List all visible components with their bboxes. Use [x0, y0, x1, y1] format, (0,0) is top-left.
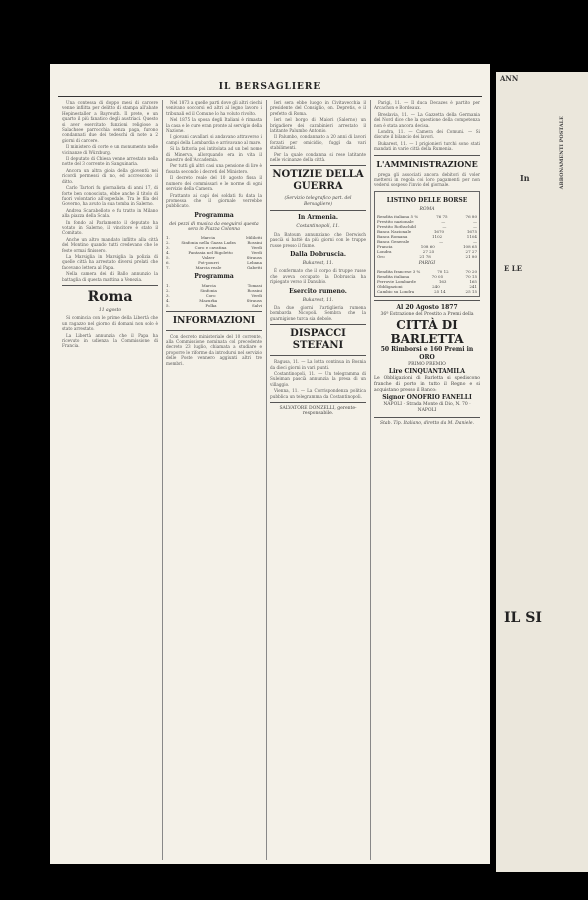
- stock-row-name: Rendita italiana: [377, 273, 410, 279]
- section-rule: [270, 210, 366, 211]
- stock-row-value-1: 240: [432, 283, 440, 289]
- stock-row-value-2: 108 65: [463, 244, 477, 250]
- stock-row-value-1: 70 12: [437, 268, 449, 274]
- section-rule: [166, 311, 262, 312]
- program-row-author: Mililotti: [245, 234, 262, 240]
- article-paragraph: Frattanto ai capi dei soldati fu data la promessa che il giornale verrebbe pubblicato.: [166, 192, 262, 209]
- article-paragraph: Nel 1875 la sposa degli Italiani è rimasta la casa e le cure eran pronte al servigio della Nazione.: [166, 117, 262, 134]
- article-paragraph: Il Palumbo, condannato a 20 anni di lavori forzati per omicidio, fuggì da vari stabilimenti.: [270, 134, 366, 151]
- article-paragraph: Da due giorni l'artiglieria rumena bombarda Nicopoli. Sembra che la guarnigione turca sia debole.: [270, 304, 366, 321]
- article-paragraph: Breslavia, 11. — La Gazzetta della Germania del Nord dice che la questione della competenza non è stata ancora decisa.: [374, 111, 480, 128]
- program-row-author: Gabetti: [246, 264, 262, 270]
- article-paragraph: Si comincia con le prime della Libertà che un ragazzo nel giorno di domani non solo è stato arrestato.: [62, 315, 158, 332]
- program-row-author: Verdi: [251, 244, 262, 250]
- column-rule: [370, 100, 371, 860]
- program-row-piece: Valzer: [201, 254, 215, 260]
- program-row-author: Strauss: [246, 254, 262, 260]
- section-rule: [166, 330, 262, 331]
- adjacent-fragment: IL SI: [504, 610, 542, 626]
- stock-row: [377, 289, 477, 294]
- program-row-piece: Marcia reale: [195, 264, 222, 270]
- stock-row-value-2: 1104: [466, 234, 477, 240]
- stock-row-name: Cambio su Londra: [377, 288, 415, 294]
- article-paragraph: Una contessa di doppo mesi di carcere venne inflitta per delitto di stampa all'abate Hepinestaller a Bayreuth. Il prete, e un quarto il più fanatico degli austriaci. Questo si aver esercitato funzioni religiose a Salachsee parrocchia senza paga, furono condannati due dei tedeschi di note a 2 giorni di carcere.: [62, 100, 158, 143]
- article-paragraph: Nella camera dei di Ballo annunzio la battaglia di questa mattina a Venezia.: [62, 271, 158, 282]
- ad-amount: Lire CINQUANTAMILA: [388, 367, 466, 375]
- section-rule: [270, 324, 366, 325]
- column-1: [62, 100, 158, 860]
- stock-row-name: Ferrovie Lombarde: [377, 278, 416, 284]
- article-paragraph: Ieri nel borgo di Maiori (Salerno) un brigadiere dei carabinieri arrestato il latitante Palumbo Antonio.: [270, 117, 366, 134]
- article-paragraph: È confermato che il corpo di truppe russe che aveva occupato la Dobruscia ha ripiegato verso il Danubio.: [270, 268, 366, 285]
- article-paragraph: Nel 1873 a quelle parti dove gli altri ciechi venivano soccorsi ed altri al legno lavoro i tribunali ed il Comune lo ha voluto rivolto.: [166, 100, 262, 116]
- article-paragraph: Ragusa, 11. — La lotta continua in Bosnia da dieci giorni in vari punti.: [270, 359, 366, 370]
- parigi-subtitle: PARIGI: [418, 261, 436, 267]
- program-row: [166, 303, 262, 308]
- lottery-advertisement: [374, 304, 480, 414]
- section-rule: [374, 417, 480, 418]
- program-row: [166, 265, 262, 270]
- program-row-author: Verdi: [251, 249, 262, 255]
- stock-listing: [374, 191, 480, 297]
- program-row-author: Strauss: [246, 297, 262, 303]
- adjacent-fragment: E LE: [504, 264, 523, 273]
- stock-row-name: Obbligazioni: [377, 283, 403, 289]
- article-paragraph: Vienna, 11. — La Corrispondenza politica pubblica un telegramma da Costantinopoli.: [270, 388, 366, 399]
- section-rule: [374, 300, 480, 301]
- article-paragraph: Ieri sera ebbe luogo in Civitavecchia il presidente del Consiglio, on. Depretis, e il prefetto di Roma.: [270, 100, 366, 116]
- armenia-heading: In Armenia.: [298, 214, 338, 222]
- war-news-heading: NOTIZIE DELLA GUERRA: [272, 169, 364, 193]
- newspaper-page: [50, 64, 490, 864]
- program-heading: Programma: [194, 211, 234, 219]
- program-row-number: 5.: [166, 302, 170, 308]
- section-rule: [270, 165, 366, 166]
- article-paragraph: Si la fattoria poi intitolata ad un bel nome di Minerva, allorquando era in vita il maestro dell'Accademia.: [166, 146, 262, 163]
- dobruscia-heading: Dalla Dobruscia.: [290, 250, 346, 258]
- program-row-author: Lebana: [247, 259, 262, 265]
- article-paragraph: I giovani cavallari si andavano attraverso i campi della Lombardia e arrivavano al mare.: [166, 134, 262, 145]
- stock-row-value-2: —: [473, 239, 477, 245]
- program-row-number: 1.: [166, 282, 170, 288]
- program-row-piece: Sinfonia nella Gazza Ladra: [181, 239, 236, 245]
- article-paragraph: La Libertà annunzia che il Papa ha ricevuto in udienza la Commissione di Francia.: [62, 332, 158, 349]
- program-row-piece: Fantasia nel Rigoletto: [188, 249, 233, 255]
- stock-row-value-2: 27 27: [465, 249, 477, 255]
- stock-row-value-1: 25 14: [434, 288, 446, 294]
- article-paragraph: Il decreto reale del 10 agosto fissa il numero dei commissari e le norme di ogni servizio della Camera.: [166, 175, 262, 192]
- ad-address: NAPOLI · Strada Monte di Dio, N. 70 · NAPOLI: [383, 401, 471, 413]
- ad-body: Le Obbligazioni di Barletta si spediscono franche di porto in tutto il Regno e si acquistano presso il Banco:: [374, 375, 480, 393]
- article-paragraph: La Marsiglia in Marsiglia la polizia di quelle città ha arrestato diversi prelati che facevano lettera al Papa.: [62, 253, 158, 270]
- column-4: [374, 100, 480, 860]
- program-list: [166, 235, 262, 270]
- stock-row-value-1: 70 05: [431, 273, 444, 279]
- masthead-bar: [60, 82, 480, 94]
- article-paragraph: Londra, 11. — Camera dei Comuni. — Si discute il bilancio dei lavori.: [374, 129, 480, 140]
- stock-row-value-2: —: [472, 224, 477, 230]
- program-row-author: Rossini: [247, 239, 262, 245]
- stock-row-value-2: 165: [469, 278, 477, 284]
- program-row-piece: Polka: [205, 302, 217, 308]
- stock-row-name: Rendita italiana 5 %: [377, 214, 419, 220]
- program-row-piece: Marcia: [201, 282, 216, 288]
- dispacci-heading: DISPACCI STEFANI: [290, 328, 346, 352]
- stock-row-name: Prestito Rothschild: [377, 224, 416, 230]
- stock-row-name: Londra: [377, 249, 392, 255]
- article-paragraph: Bukarest, 11. — I prigionieri turchi sono stati mandati in varie città della Rumenia.: [374, 140, 480, 152]
- program-row-piece: Marcia: [200, 234, 215, 240]
- masthead: IL BERSAGLIERE: [218, 82, 322, 92]
- article-paragraph: Per tutti gli altri casi una pensione di lire è fissata secondo i decreti del Ministero.: [166, 163, 262, 174]
- roma-date: 11 agosto: [98, 308, 122, 313]
- stock-row-name: Banca Nazionale: [377, 229, 412, 235]
- stock-row-value-2: 1675: [466, 229, 477, 235]
- stock-row-name: Oro: [377, 254, 385, 260]
- program-row-number: 2.: [166, 239, 170, 245]
- stock-row-value-2: —: [473, 219, 477, 225]
- stock-row-value-1: 27 25: [422, 249, 435, 255]
- stock-row-value-1: —: [439, 239, 444, 245]
- article-paragraph: Da Batoum annunziano che Derwisch pascià si battè da più giorni con le truppe russe presso il fiume.: [270, 231, 366, 248]
- masthead-rule: [58, 96, 482, 97]
- program-heading: Programma: [194, 272, 234, 280]
- article-paragraph: Parigi, 11. — Il duca Decazes è partito per Arcachon e Bordeaux.: [374, 100, 480, 111]
- esercito-heading: Esercito rumeno.: [289, 287, 347, 295]
- stock-row: [377, 254, 477, 259]
- program-row-number: 6.: [166, 259, 170, 265]
- program-row-author: Rossini: [247, 287, 262, 293]
- dateline: Bukarest, 11.: [302, 260, 334, 266]
- article-paragraph: Costantinopoli, 11. — Un telegramma di Suleiman pascià annunzia la presa di un villaggio.: [270, 370, 366, 387]
- program-row-author: Salvi: [252, 302, 262, 308]
- stock-rows: [377, 269, 477, 294]
- section-rule: [270, 402, 366, 403]
- stock-row-value-2: 25 15: [465, 288, 477, 294]
- column-2: [166, 100, 262, 860]
- program-row-author: Verdi: [251, 292, 262, 298]
- program-row-number: 7.: [166, 264, 170, 270]
- adjacent-fragment: ANN: [500, 74, 519, 83]
- ad-date: Al 20 Agosto 1877: [396, 303, 458, 311]
- stock-row-name: Rendita francese 3 %: [377, 268, 421, 274]
- column-3: [270, 100, 366, 860]
- stock-row-name: Francia: [377, 244, 393, 250]
- program-row-piece: Coro: [205, 292, 216, 298]
- ad-prizes: 50 Rimborsi e 160 Premi in ORO: [380, 345, 474, 361]
- program-row-number: 1.: [166, 234, 170, 240]
- stock-row-value-2: 70 15: [465, 273, 477, 279]
- program-row-author: Tomasi: [247, 282, 262, 288]
- ad-banker: Signor ONOFRIO FANELLI: [382, 393, 472, 401]
- column-rule: [162, 100, 163, 860]
- section-rule: [270, 355, 366, 356]
- amministrazione-heading: L'AMMINISTRAZIONE: [376, 158, 478, 169]
- stock-row-value-2: 76 80: [465, 214, 477, 220]
- ad-city: CITTÀ DI BARLETTA: [390, 317, 464, 346]
- stock-rows: [377, 214, 477, 259]
- article-paragraph: In fondo al Parlamento il deputato ha votato in Salerno, il vincitore è stato il Comitato.: [62, 219, 158, 236]
- article-paragraph: Il ministero di corte e un monumento nelle vicinanze di Würzburg.: [62, 144, 158, 155]
- column-rule: [266, 100, 267, 860]
- section-rule: [374, 155, 480, 156]
- article-paragraph: Per la quale condanna si rese latitante nelle vicinanze della città.: [270, 151, 366, 163]
- war-news-subtitle: (Servizio telegrafico part. del Bersagliere): [284, 196, 352, 207]
- roma-heading: Roma: [87, 289, 133, 305]
- gerente-signature: SALVATORE DONZELLI, gerente-responsabile.: [279, 406, 357, 417]
- informazioni-heading: INFORMAZIONI: [172, 315, 256, 326]
- ad-first-prize: PRIMO PREMIO: [408, 361, 446, 367]
- stock-row-value-2: 21 80: [465, 254, 477, 260]
- listino-heading: LISTINO DELLE BORSE: [386, 196, 468, 204]
- program-row-piece: Pot-pourri: [198, 259, 219, 265]
- program-row-piece: Mazurka: [199, 297, 218, 303]
- stock-row-value-1: 1102: [431, 234, 443, 240]
- stock-row-value-1: 76 75: [436, 214, 448, 220]
- article-paragraph: Ancora un altra gioia della gioventù nei ricordi permessi di no, ed accrescono il ditto.: [62, 167, 158, 184]
- dateline: Costantinopoli, 11.: [296, 224, 340, 230]
- program-row-number: 4.: [166, 249, 170, 255]
- stock-row-value-1: —: [442, 224, 447, 230]
- article-paragraph: Il deputato di Chiesa venne arrestato nella notte del 3 corrente in Sanguinaria.: [62, 156, 158, 167]
- stock-row-value-1: 1670: [433, 229, 445, 235]
- stock-row-value-2: 241: [469, 283, 477, 289]
- program-row-number: 3.: [166, 292, 170, 298]
- dateline: Bukarest, 11.: [302, 297, 334, 303]
- stock-row-name: Banca Generale: [377, 239, 410, 245]
- ad-draw: 36ª Estrazione del Prestito a Premi della: [380, 311, 474, 317]
- stock-row-value-1: 21 78: [419, 254, 431, 260]
- program-row-number: 3.: [166, 244, 170, 250]
- adjacent-fragment: ABBONAMENTI POSTALE: [559, 116, 565, 190]
- program-list: [166, 283, 262, 308]
- adjacent-page: [496, 72, 588, 872]
- article-paragraph: Carlo Tartori fu giornalista di anni 17, di forte ben conosciuta, ebbe anche il titolo di fuori volontario all'ospedale. Tra le fila del Governo, ha avuto la sua tomba in Salerno.: [62, 185, 158, 207]
- stock-row-value-1: 108 60: [420, 244, 435, 250]
- section-rule: [62, 285, 158, 286]
- article-paragraph: prega gli associati ancora debitori di voler mettersi in regola coi loro pagamenti per non vedersi sospeso l'invio del giornale.: [374, 171, 480, 188]
- stock-row-value-1: 163: [438, 278, 447, 284]
- program-row-piece: Sinfonia: [200, 287, 217, 293]
- stock-row-value-2: 70 20: [465, 268, 477, 274]
- article-paragraph: Andrea Scarabelloto e fu tratto in Milano alla piazza della Scala.: [62, 207, 158, 219]
- adjacent-fragment: In: [520, 173, 530, 183]
- program-row-number: 5.: [166, 254, 170, 260]
- article-paragraph: Con decreto ministeriale del 10 corrente, alla Commissione nominata col precedente decreto 23 luglio, chiamata a studiare e proporre le riforme da introdursi nel servizio delle Poste vennero aggiunti altri tre membri.: [166, 333, 262, 366]
- program-row-piece: Coro e cavatina: [194, 244, 227, 250]
- stock-row-value-1: —: [441, 219, 446, 225]
- stock-row-name: Banca Romana: [377, 234, 408, 240]
- program-subtitle: dei pezzi di musica da eseguirsi questa sera in Piazza Colonna: [169, 221, 259, 233]
- program-row-number: 4.: [166, 297, 170, 303]
- program-row-number: 2.: [166, 287, 170, 293]
- listino-subtitle: ROMA: [419, 206, 435, 212]
- article-paragraph: Anche un altro mandato inflitto alla città del Montino quando tutti credevano che le feste ormai finissero.: [62, 236, 158, 253]
- printer-footer: Stab. Tip. Italiano, diretto da M. Daniele.: [380, 420, 474, 426]
- stock-row-name: Prestito nazionale: [377, 219, 414, 225]
